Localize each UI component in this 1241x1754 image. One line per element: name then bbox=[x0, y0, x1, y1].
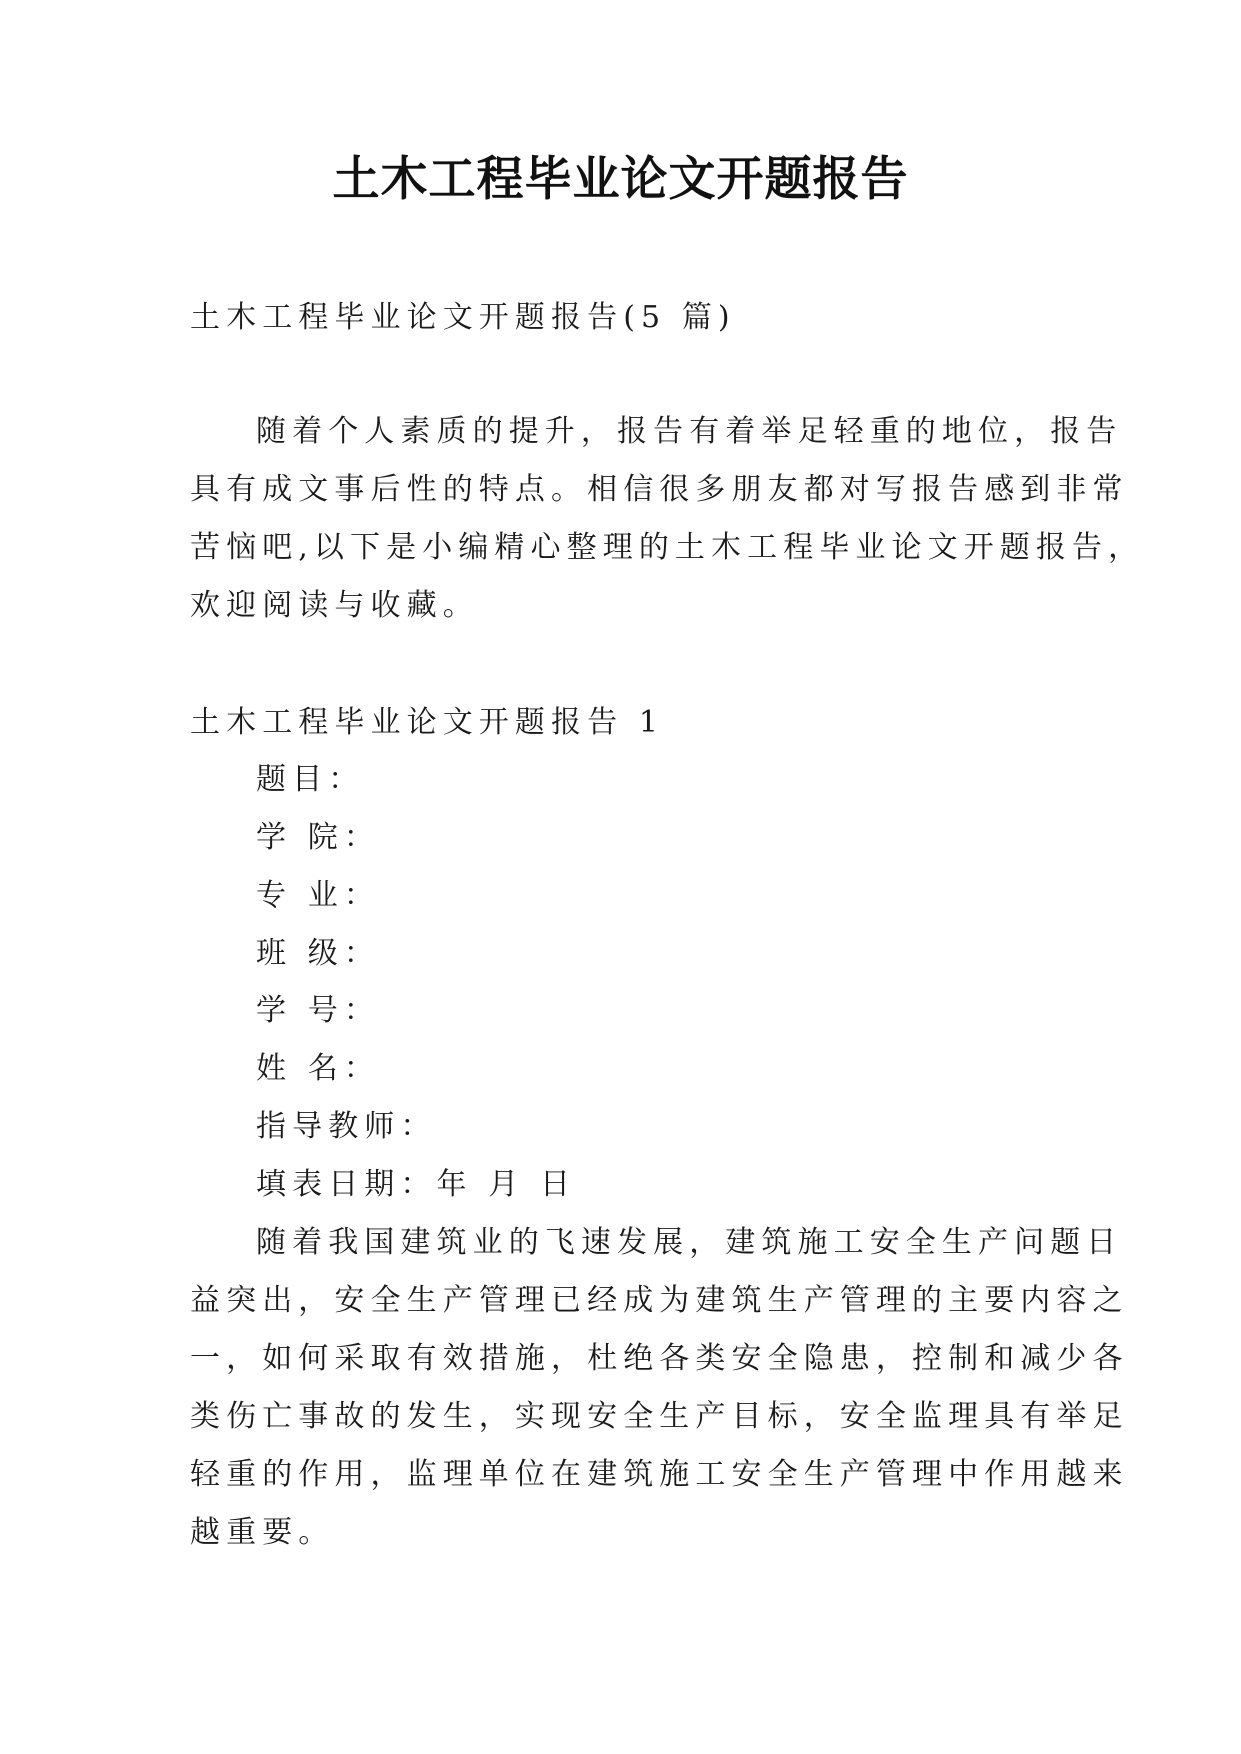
form-field-name: 姓 名： bbox=[256, 1051, 380, 1086]
body-line-1: 随着我国建筑业的飞速发展，建筑施工安全生产问题日 bbox=[256, 1225, 1123, 1260]
intro-line-1: 随着个人素质的提升，报告有着举足轻重的地位，报告 bbox=[256, 414, 1123, 449]
section-heading: 土木工程毕业论文开题报告 1 bbox=[190, 705, 665, 740]
form-field-date: 填表日期：年 月 日 bbox=[256, 1167, 577, 1202]
form-field-advisor: 指导教师： bbox=[256, 1109, 437, 1144]
form-field-major: 专 业： bbox=[256, 878, 380, 913]
document-title: 土木工程毕业论文开题报告 bbox=[332, 152, 909, 207]
body-line-2: 益突出，安全生产管理已经成为建筑生产管理的主要内容之 bbox=[190, 1283, 1129, 1318]
intro-line-3: 苦恼吧,以下是小编精心整理的土木工程毕业论文开题报告， bbox=[190, 530, 1145, 565]
intro-line-2: 具有成文事后性的特点。相信很多朋友都对写报告感到非常 bbox=[190, 472, 1129, 507]
intro-line-4: 欢迎阅读与收藏。 bbox=[190, 588, 479, 623]
form-field-class: 班 级： bbox=[256, 936, 380, 971]
body-line-5: 轻重的作用，监理单位在建筑施工安全生产管理中作用越来 bbox=[190, 1457, 1129, 1492]
form-field-topic: 题目： bbox=[256, 762, 365, 797]
form-field-college: 学 院： bbox=[256, 820, 380, 855]
form-field-student-id: 学 号： bbox=[256, 993, 380, 1028]
body-line-4: 类伤亡事故的发生，实现安全生产目标，安全监理具有举足 bbox=[190, 1399, 1129, 1434]
body-line-6: 越重要。 bbox=[190, 1515, 335, 1550]
document-subtitle: 土木工程毕业论文开题报告(5 篇) bbox=[190, 300, 736, 335]
body-line-3: 一，如何采取有效措施，杜绝各类安全隐患，控制和减少各 bbox=[190, 1341, 1129, 1376]
